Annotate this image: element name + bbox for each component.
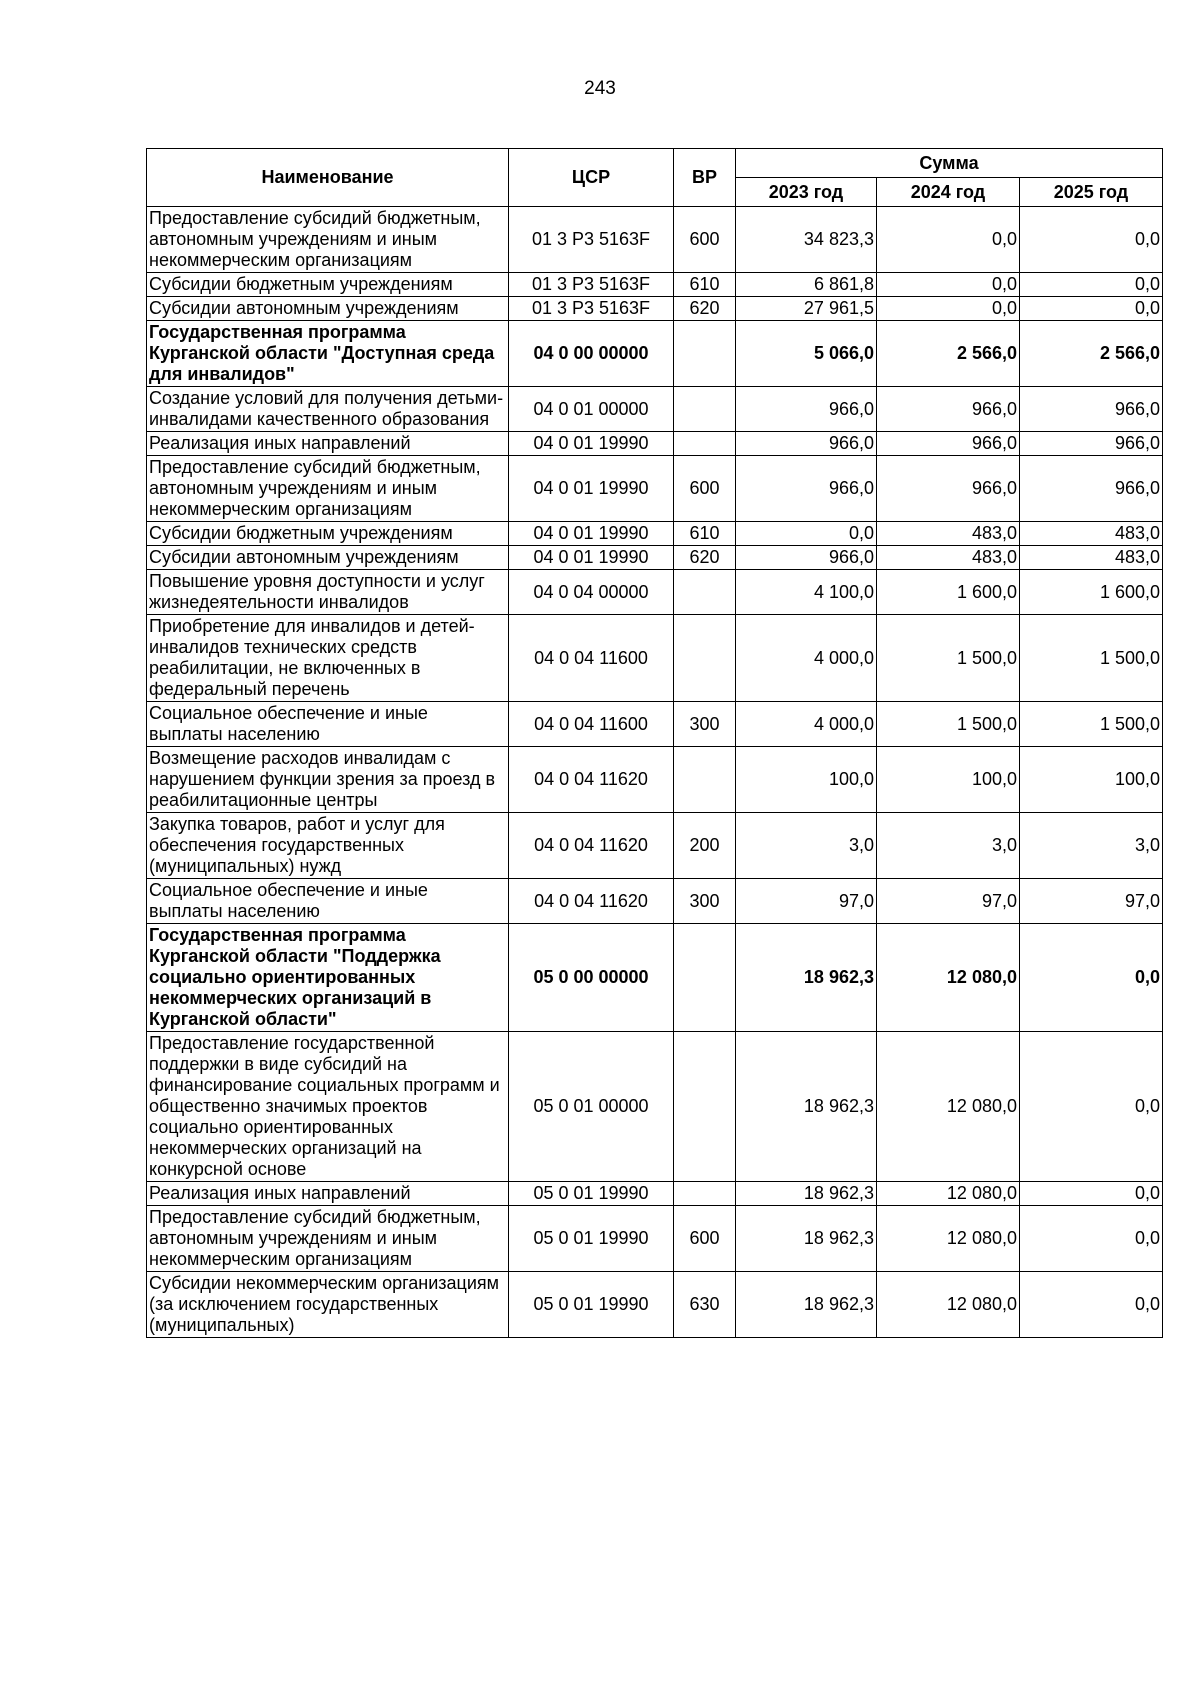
- cell-name: Повышение уровня доступности и услуг жизнедеятельности инвалидов: [147, 570, 509, 615]
- cell-vr: [674, 432, 736, 456]
- table-row: [147, 321, 1163, 387]
- cell-2023: 6 861,8: [736, 273, 877, 297]
- cell-csr: 04 0 04 11600: [509, 615, 674, 702]
- table-row: [147, 879, 1163, 924]
- cell-vr: 600: [674, 456, 736, 522]
- cell-2024: 1 500,0: [877, 615, 1020, 702]
- cell-2025: 1 500,0: [1020, 702, 1163, 747]
- cell-csr: 05 0 01 19990: [509, 1182, 674, 1206]
- cell-vr: 300: [674, 702, 736, 747]
- cell-2023: 4 000,0: [736, 615, 877, 702]
- cell-2024: 0,0: [877, 207, 1020, 273]
- cell-name: Приобретение для инвалидов и детей-инвалидов технических средств реабилитации, не включенных в федеральный перечень: [147, 615, 509, 702]
- cell-2025: 0,0: [1020, 1272, 1163, 1338]
- cell-2023: 18 962,3: [736, 924, 877, 1032]
- cell-vr: 610: [674, 522, 736, 546]
- cell-2025: 1 600,0: [1020, 570, 1163, 615]
- cell-2025: 0,0: [1020, 1206, 1163, 1272]
- cell-2025: 1 500,0: [1020, 615, 1163, 702]
- cell-2023: 100,0: [736, 747, 877, 813]
- cell-csr: 01 3 Р3 5163F: [509, 273, 674, 297]
- cell-csr: 04 0 04 11620: [509, 879, 674, 924]
- cell-name: Возмещение расходов инвалидам с нарушением функции зрения за проезд в реабилитационные центры: [147, 747, 509, 813]
- cell-2023: 966,0: [736, 387, 877, 432]
- cell-2025: 0,0: [1020, 1182, 1163, 1206]
- cell-2023: 18 962,3: [736, 1182, 877, 1206]
- cell-vr: [674, 747, 736, 813]
- cell-name: Субсидии бюджетным учреждениям: [147, 522, 509, 546]
- cell-2025: 2 566,0: [1020, 321, 1163, 387]
- cell-name: Закупка товаров, работ и услуг для обеспечения государственных (муниципальных) нужд: [147, 813, 509, 879]
- cell-2023: 5 066,0: [736, 321, 877, 387]
- cell-vr: [674, 924, 736, 1032]
- cell-2024: 12 080,0: [877, 1272, 1020, 1338]
- cell-2023: 97,0: [736, 879, 877, 924]
- cell-vr: [674, 615, 736, 702]
- cell-name: Социальное обеспечение и иные выплаты населению: [147, 702, 509, 747]
- table-row: [147, 1272, 1163, 1338]
- cell-vr: 610: [674, 273, 736, 297]
- table-header: [147, 149, 1163, 207]
- cell-csr: 04 0 04 11620: [509, 813, 674, 879]
- cell-2025: 97,0: [1020, 879, 1163, 924]
- cell-2023: 4 000,0: [736, 702, 877, 747]
- cell-2025: 0,0: [1020, 273, 1163, 297]
- cell-2023: 0,0: [736, 522, 877, 546]
- cell-name: Субсидии некоммерческим организациям (за исключением государственных (муниципальных): [147, 1272, 509, 1338]
- table-row: [147, 615, 1163, 702]
- cell-vr: 600: [674, 1206, 736, 1272]
- cell-2024: 12 080,0: [877, 1032, 1020, 1182]
- cell-csr: 04 0 01 00000: [509, 387, 674, 432]
- table-row: [147, 297, 1163, 321]
- cell-name: Предоставление государственной поддержки в виде субсидий на финансирование социальных программ и общественно значимых проектов социально ориентированных некоммерческих организаций на конкурсной основе: [147, 1032, 509, 1182]
- cell-csr: 04 0 04 11600: [509, 702, 674, 747]
- cell-2024: 12 080,0: [877, 1182, 1020, 1206]
- cell-2025: 483,0: [1020, 522, 1163, 546]
- cell-name: Предоставление субсидий бюджетным, автономным учреждениям и иным некоммерческим организациям: [147, 1206, 509, 1272]
- cell-vr: 600: [674, 207, 736, 273]
- cell-2025: 0,0: [1020, 924, 1163, 1032]
- cell-2023: 18 962,3: [736, 1206, 877, 1272]
- header-csr: ЦСР: [509, 149, 674, 207]
- cell-2024: 483,0: [877, 522, 1020, 546]
- cell-2024: 12 080,0: [877, 924, 1020, 1032]
- table-row: [147, 522, 1163, 546]
- table-row: [147, 456, 1163, 522]
- cell-2025: 0,0: [1020, 297, 1163, 321]
- cell-vr: 620: [674, 297, 736, 321]
- table-row: [147, 924, 1163, 1032]
- cell-csr: 05 0 01 19990: [509, 1206, 674, 1272]
- cell-2025: 100,0: [1020, 747, 1163, 813]
- cell-2024: 12 080,0: [877, 1206, 1020, 1272]
- table-row: [147, 1032, 1163, 1182]
- cell-2025: 0,0: [1020, 1032, 1163, 1182]
- table-row: [147, 387, 1163, 432]
- cell-csr: 01 3 Р3 5163F: [509, 207, 674, 273]
- cell-csr: 04 0 01 19990: [509, 522, 674, 546]
- cell-2024: 0,0: [877, 297, 1020, 321]
- cell-name: Субсидии автономным учреждениям: [147, 546, 509, 570]
- cell-2023: 18 962,3: [736, 1272, 877, 1338]
- header-vr: ВР: [674, 149, 736, 207]
- table-row: [147, 570, 1163, 615]
- cell-vr: [674, 387, 736, 432]
- table-row: [147, 546, 1163, 570]
- cell-2023: 966,0: [736, 546, 877, 570]
- cell-2023: 966,0: [736, 456, 877, 522]
- cell-csr: 05 0 00 00000: [509, 924, 674, 1032]
- cell-2024: 0,0: [877, 273, 1020, 297]
- cell-vr: [674, 1032, 736, 1182]
- header-year-2024: 2024 год: [877, 178, 1020, 207]
- cell-2024: 966,0: [877, 432, 1020, 456]
- cell-vr: 620: [674, 546, 736, 570]
- cell-2024: 100,0: [877, 747, 1020, 813]
- table-row: [147, 273, 1163, 297]
- header-name: Наименование: [147, 149, 509, 207]
- cell-2025: 483,0: [1020, 546, 1163, 570]
- cell-csr: 04 0 01 19990: [509, 456, 674, 522]
- table-row: [147, 747, 1163, 813]
- cell-2024: 2 566,0: [877, 321, 1020, 387]
- cell-name: Предоставление субсидий бюджетным, автономным учреждениям и иным некоммерческим организациям: [147, 456, 509, 522]
- cell-name: Создание условий для получения детьми-инвалидами качественного образования: [147, 387, 509, 432]
- cell-name: Реализация иных направлений: [147, 1182, 509, 1206]
- cell-csr: 01 3 Р3 5163F: [509, 297, 674, 321]
- cell-name: Государственная программа Курганской области "Доступная среда для инвалидов": [147, 321, 509, 387]
- cell-2025: 0,0: [1020, 207, 1163, 273]
- cell-vr: 300: [674, 879, 736, 924]
- cell-2023: 3,0: [736, 813, 877, 879]
- cell-vr: [674, 570, 736, 615]
- cell-name: Реализация иных направлений: [147, 432, 509, 456]
- cell-vr: [674, 321, 736, 387]
- cell-name: Предоставление субсидий бюджетным, автономным учреждениям и иным некоммерческим организациям: [147, 207, 509, 273]
- cell-vr: 200: [674, 813, 736, 879]
- header-year-2023: 2023 год: [736, 178, 877, 207]
- cell-name: Социальное обеспечение и иные выплаты населению: [147, 879, 509, 924]
- cell-vr: 630: [674, 1272, 736, 1338]
- cell-name: Субсидии автономным учреждениям: [147, 297, 509, 321]
- cell-2024: 1 600,0: [877, 570, 1020, 615]
- cell-vr: [674, 1182, 736, 1206]
- cell-2024: 483,0: [877, 546, 1020, 570]
- cell-2025: 966,0: [1020, 387, 1163, 432]
- header-year-2025: 2025 год: [1020, 178, 1163, 207]
- cell-2025: 3,0: [1020, 813, 1163, 879]
- cell-name: Субсидии бюджетным учреждениям: [147, 273, 509, 297]
- cell-2025: 966,0: [1020, 432, 1163, 456]
- cell-2023: 34 823,3: [736, 207, 877, 273]
- cell-csr: 04 0 00 00000: [509, 321, 674, 387]
- table-row: [147, 702, 1163, 747]
- table-row: [147, 432, 1163, 456]
- page-number: 243: [584, 78, 616, 99]
- cell-2024: 97,0: [877, 879, 1020, 924]
- table-row: [147, 1182, 1163, 1206]
- cell-2024: 1 500,0: [877, 702, 1020, 747]
- cell-name: Государственная программа Курганской области "Поддержка социально ориентированных некоммерческих организаций в Курганской области": [147, 924, 509, 1032]
- cell-csr: 04 0 01 19990: [509, 432, 674, 456]
- table-row: [147, 1206, 1163, 1272]
- cell-2024: 3,0: [877, 813, 1020, 879]
- cell-2024: 966,0: [877, 387, 1020, 432]
- cell-2023: 4 100,0: [736, 570, 877, 615]
- cell-2023: 966,0: [736, 432, 877, 456]
- budget-table: [146, 148, 1163, 1338]
- cell-csr: 04 0 04 00000: [509, 570, 674, 615]
- cell-csr: 05 0 01 00000: [509, 1032, 674, 1182]
- table-row: [147, 207, 1163, 273]
- cell-2023: 27 961,5: [736, 297, 877, 321]
- cell-2025: 966,0: [1020, 456, 1163, 522]
- header-sum: Сумма: [736, 149, 1163, 178]
- table-body: [147, 207, 1163, 1338]
- cell-2024: 966,0: [877, 456, 1020, 522]
- cell-2023: 18 962,3: [736, 1032, 877, 1182]
- cell-csr: 04 0 04 11620: [509, 747, 674, 813]
- table-row: [147, 813, 1163, 879]
- cell-csr: 05 0 01 19990: [509, 1272, 674, 1338]
- cell-csr: 04 0 01 19990: [509, 546, 674, 570]
